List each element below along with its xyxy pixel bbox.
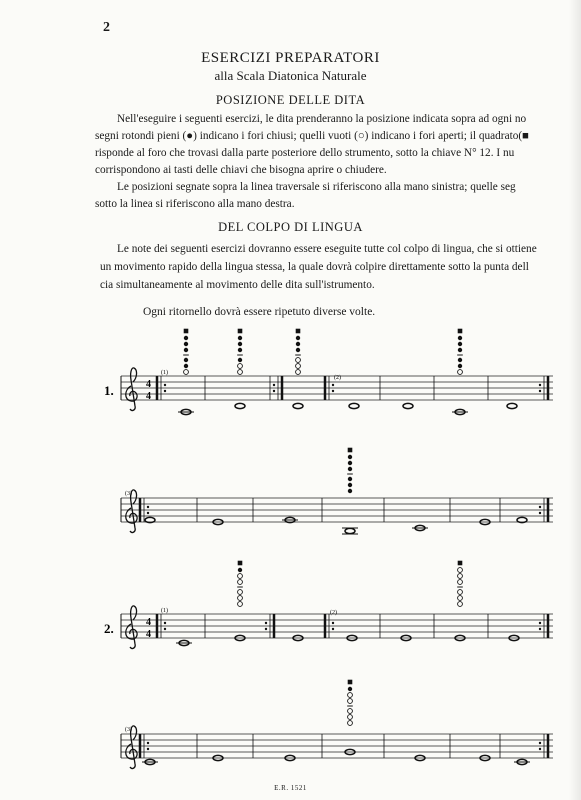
repeat-mark-2: (2) — [330, 610, 337, 616]
plate-number: E.R. 1521 — [274, 784, 307, 792]
note — [345, 528, 355, 533]
paragraph-line: corrispondono ai tasti delle chiavi che bisogna aprire o chiudere. — [95, 164, 387, 176]
staff-system-1 — [104, 329, 553, 415]
fingering-chart — [237, 561, 243, 607]
fingering-chart — [183, 329, 189, 375]
paragraph-line: un movimento rapido della lingua stessa, la quale dovrà colpire direttamente sotto la punta dell — [100, 261, 529, 273]
time-signature-top: 4 — [146, 379, 151, 390]
staff-system-2 — [121, 448, 553, 534]
paragraph-line: risponde al foro che trovasi dalla parte posteriore dello strumento, sotto la chiave N° 12. I nu — [95, 147, 515, 159]
section-heading-tonguing: DEL COLPO DI LINGUA — [218, 220, 363, 234]
exercise-2-number: 2. — [104, 621, 114, 636]
paragraph-line: sotto la linea si riferiscono alla mano destra. — [95, 198, 295, 210]
note — [507, 403, 517, 408]
repeat-mark-1: (1) — [161, 608, 168, 614]
note — [403, 403, 413, 408]
repeat-instruction: Ogni ritornello dovrà essere ripetuto diverse volte. — [143, 306, 376, 318]
staff-system-4 — [121, 680, 553, 769]
repeat-mark-3: (3) — [125, 727, 132, 733]
page-subtitle: alla Scala Diatonica Naturale — [214, 68, 367, 83]
section-heading-finger-position: POSIZIONE DELLE DITA — [215, 93, 366, 107]
note — [293, 403, 303, 408]
page-number: 2 — [103, 20, 110, 35]
repeat-mark-2: (2) — [334, 375, 341, 381]
exercise-1-number: 1. — [104, 383, 114, 398]
paragraph-line: Nell'eseguire i seguenti esercizi, le dita prenderanno la posizione indicata sopra ad ogni no — [117, 113, 527, 125]
time-signature-top: 4 — [146, 617, 151, 628]
treble-clef-icon — [126, 368, 137, 411]
treble-clef-icon — [126, 606, 137, 649]
paragraph-line: Le posizioni segnate sopra la linea traversale si riferiscono alla mano sinistra; quelle seg — [117, 181, 516, 193]
fingering-chart — [457, 561, 463, 607]
page-title: ESERCIZI PREPARATORI — [201, 50, 380, 66]
fingering-chart — [347, 680, 353, 726]
paragraph-line: segni rotondi pieni (●) indicano i fori chiusi; quelli vuoti (○) indicano i fori aperti; il quadrato(■ — [95, 130, 529, 142]
note — [235, 403, 245, 408]
fingering-chart — [347, 448, 353, 493]
fingering-chart — [237, 329, 243, 375]
note — [349, 403, 359, 408]
paragraph-line: Le note dei seguenti esercizi dovranno essere eseguite tutte col colpo di lingua, che si ottiene — [117, 243, 537, 255]
fingering-chart — [295, 329, 301, 375]
paragraph-line: cia simultaneamente al movimento delle dita sull'istrumento. — [100, 279, 375, 291]
repeat-mark-1: (1) — [161, 370, 168, 376]
staff-system-3 — [104, 561, 553, 649]
repeat-mark-3: (3) — [125, 491, 132, 497]
page-edge-shadow — [569, 0, 581, 800]
fingering-chart — [457, 329, 463, 375]
time-signature-bottom: 4 — [146, 629, 151, 640]
time-signature-bottom: 4 — [146, 391, 151, 402]
